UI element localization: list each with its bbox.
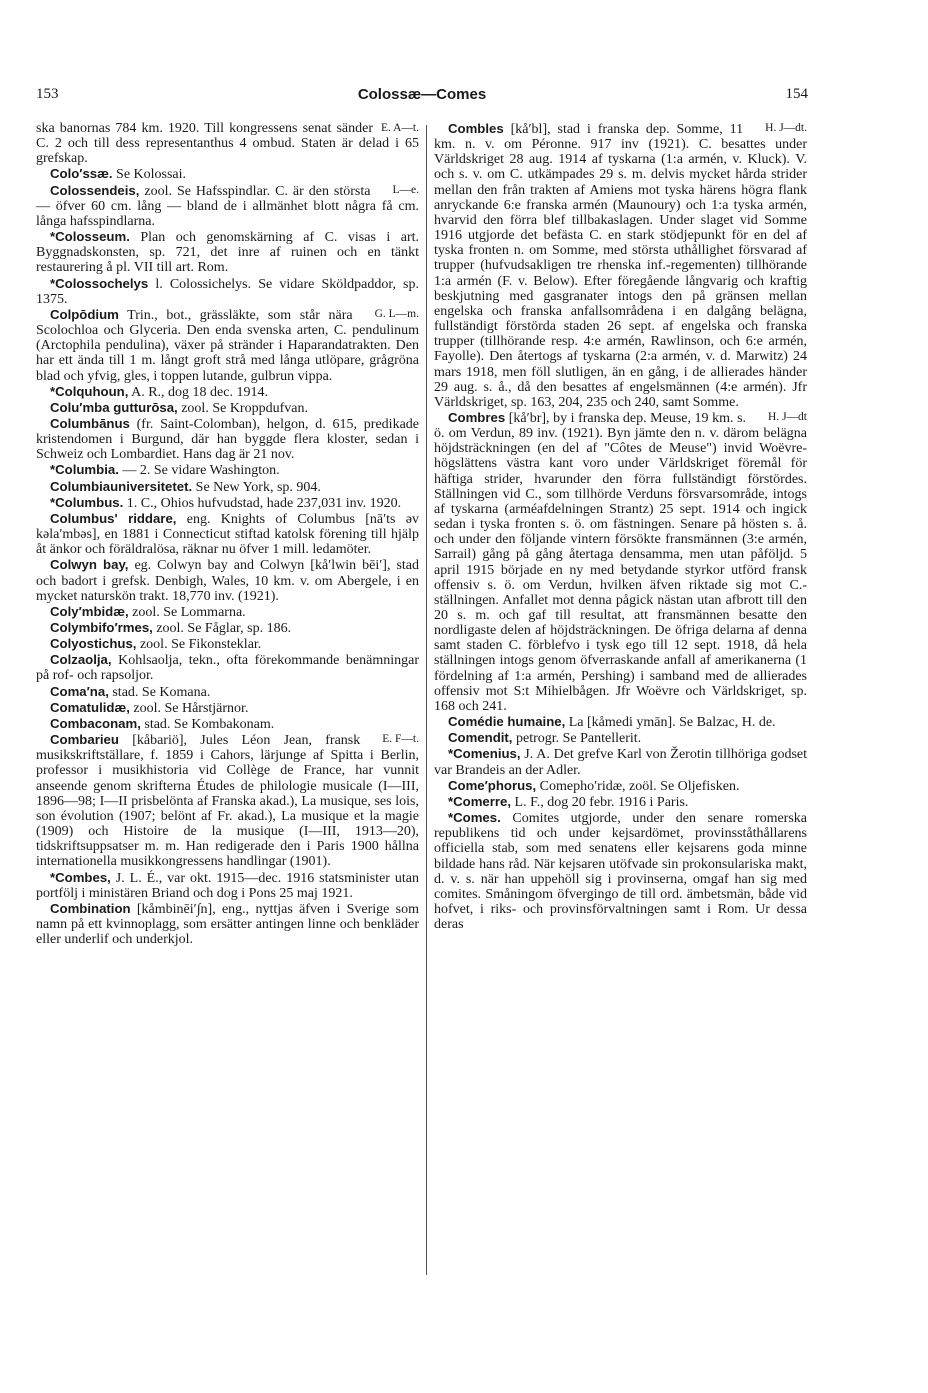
entry-text: Se Kolossai. <box>116 167 187 183</box>
entry-headword: Combles <box>448 121 504 136</box>
dictionary-entry <box>36 620 419 636</box>
column-rule <box>426 125 427 1275</box>
entry-text: [kå′br], by i franska dep. Meuse, 19 km. s. ö. om Verdun, 89 inv. (1921). Byn jämte den n. v. därom belägna höjdsträckningen (en del af "Côtes de Meuse") invid Woëvre-högslättens västra kant voro under Världskriget föremål för häftiga strider, hvarunder den förra fullständigt förstördes. Ställningen vid C., som tillhörde Verduns försvarsområde, intogs af tyskarna (arméafdelningen Strantz) 25 sept. 1914 och ingick sedan i tyska fronten s. ö. om fästningen. Senare på hösten s. å. och under den följande vintern försökte fransmännen (3:e armén, Sarrail) gång på gång återtaga densamma, men utan påföljd. 5 april 1915 började en ny med betydande styrkor utförd fransk offensiv s. ö. om Verdun, hvilken äfven riktade sig mot C.-ställningen. Anfallet mot denna pågick nästan utan afbrott till den 20 s. m. och gaf till resultat, att fransmännen besatte den nordligaste delen af höjdsträckningen. De öfriga delarna af denna samt staden C. förblefvo i tysk ego till 12 sept. 1918, då hela ställningen intogs genom öfverraskande anfall af amerikanerna (1 fördelning af 1:a armén, Pershing) i samband med de allierades offensiv mot S:t Mihielbågen. Jfr Woëvre och Världskriget, sp. 168 och 241. <box>434 410 807 714</box>
dictionary-entry <box>434 714 807 730</box>
entry-headword: Comédie humaine, <box>448 714 566 730</box>
entry-text: zool. Se Fåglar, sp. 186. <box>156 621 292 636</box>
entry-text: Comepho′ridæ, zoöl. Se Oljefisken. <box>539 778 740 794</box>
dictionary-entry <box>36 384 419 400</box>
entry-text: zool. Se Fikonsteklar. <box>139 637 262 653</box>
entry-text: A. R., dog 18 dec. 1914. <box>131 384 268 400</box>
entry-text: ska banornas 784 km. 1920. Till kongressens senat sänder C. 2 och till dess representanthus 4 ombud. Staten är delad i 65 grefskap. <box>36 121 419 167</box>
entry-headword: Colyostichus, <box>50 636 137 652</box>
entry-text: zool. Se Lommarna. <box>132 604 246 620</box>
dictionary-entry <box>36 901 419 947</box>
entry-headword: *Colossochelys <box>50 275 149 291</box>
dictionary-entry <box>36 684 419 700</box>
entry-text: L. F., dog 20 febr. 1916 i Paris. <box>514 794 689 810</box>
entry-text: Se New York, sp. 904. <box>195 479 321 495</box>
entry-text: [kåmbinēi′∫n], eng., nyttjas äfven i Sverige som namn på ett kvinnoplagg, som ersätter antingen linne och benkläder eller underlif och underkjol. <box>36 901 419 948</box>
entry-headword: *Comes. <box>448 810 501 826</box>
entry-text: La [kåmedi ymān]. Se Balzac, H. de. <box>568 715 776 731</box>
page-header <box>36 86 808 110</box>
dictionary-entry <box>36 636 419 652</box>
entry-text: Plan och genomskärning af C. visas i art. Byggnadskonsten, sp. 721, det inre af ruinen och en tänkt restaurering å pl. VII till art. Rom. <box>36 230 420 276</box>
dictionary-entry <box>36 495 419 511</box>
entry-text: [kåbariö], Jules Léon Jean, fransk musikskriftställare, f. 1859 i Cahors, lärjunge af Spitta i Berlin, professor i musikhistoria vid Collège de France, har vunnit anseende genom skrifterna Études de philologie musicale (I—III, 1896—98; I—II prisbelönta af Franska akad.), La musique, ses lois, son évolution (1907; belönt af Fr. akad.), La musique et la magie (1909) och Histoire de la musique (I—III, 1913—20), tidskriftsuppsatser m. m. Han redigerade den i Paris 1900 hållna internationella musikkongressens handlingar (1901). <box>36 733 419 870</box>
author-signature: E. A—t. <box>380 122 419 134</box>
dictionary-entry <box>434 410 807 714</box>
entry-text: [kå′bl], stad i franska dep. Somme, 11 km. n. v. om Péronne. 917 inv (1921). C. besattes under Världskriget 28 aug. 1914 af tyskarna (1:a armén, v. Kluck). V. och s. v. om C. utkämpades 29 s. m. delvis mycket hårda strider mellan den från trakten af Amiens mot tyska härens högra flank anryckande 6:e franska armén (Maunoury) och 1:a tyska armén, hvarvid den förra blef tillbakaslagen. Under slaget vid Somme 1916 utgjorde det befästa C. en stark stödjepunkt för en del af tyska fronten n. om Somme, med största uthållighet försvarad af trupper (hufvudsakligen tre rhenska inf.-regementen) tillhörande 1:a armén (F. v. Below). Efter föregående långvarig och kraftig beskjutning med gasgranater intogs den på gränsen mellan engelska och franska anfallsområdena i en dalgång belägna, fullständigt förstörda staden 26 sept. af engelska och franska trupper (tillhörande resp. 4:e armén, Rawlinson, och 6:e armén, Fayolle). Den återtogs af tyskarna (2:a armén, v. d. Marwitz) 24 mars 1918, men föll slutligen, än en gång, i de allierades händer 29 aug. s. å., då den besattes af engelsmännen (4:e armén). Jfr Världskriget, sp. 163, 204, 235 och 240, samt Somme. <box>434 122 807 410</box>
dictionary-entry <box>36 479 419 495</box>
entry-headword: Come′phorus, <box>448 777 537 793</box>
entry-headword: Columbiauniversitetet. <box>50 478 193 494</box>
dictionary-entry <box>434 810 807 932</box>
entry-headword: *Comenius, <box>448 746 521 762</box>
page-number-left: 153 <box>36 86 59 102</box>
entry-text: stad. Se Komana. <box>112 684 211 700</box>
entry-headword: Combination <box>50 900 131 916</box>
entry-text: l. Colossichelys. Se vidare Sköldpaddor, sp. 1375. <box>36 276 420 307</box>
entry-headword: *Columbia. <box>50 462 119 478</box>
dictionary-entry <box>36 121 419 166</box>
dictionary-entry <box>36 276 419 307</box>
entry-text: zool. Se Hårstjärnor. <box>133 700 249 716</box>
dictionary-entry <box>36 307 419 384</box>
entry-headword: Colossendeis, <box>50 182 140 198</box>
author-signature: L—e. <box>392 183 419 196</box>
author-signature: G. L—m. <box>374 307 419 320</box>
entry-headword: Columbānus <box>50 415 130 431</box>
entry-text: (fr. Saint-Colomban), helgon, d. 615, predikade kristendomen i Burgund, där han byggde flera kloster, sedan i Schweiz och Lombardiet. Hans dag är 21 nov. <box>36 416 419 463</box>
dictionary-entry <box>434 746 807 777</box>
running-title: Colossæ—Comes <box>357 86 487 103</box>
dictionary-entry <box>36 652 419 683</box>
entry-headword: Colymbifo′rmes, <box>50 620 153 635</box>
entry-text: eng. Knights of Columbus [nā′ts əv kəla′mbəs], en 1881 i Connecticut stiftad katolsk förening till hjälp åt änkor och föräldralösa, räknar nu öfver 1 mill. ledamöter. <box>36 511 419 558</box>
entry-headword: Colo′ssæ. <box>50 166 113 182</box>
entry-text: — 2. Se vidare Washington. <box>122 463 280 479</box>
dictionary-entry <box>36 166 419 182</box>
entry-headword: Colu′mba gutturōsa, <box>50 399 178 415</box>
dictionary-entry <box>36 229 419 275</box>
entry-headword: *Columbus. <box>50 494 124 510</box>
entry-text: zool. Se Hafsspindlar. C. är den största — öfver 60 cm. lång — bland de i allmänhet blott några få cm. långa hafsspindlarna. <box>36 183 419 229</box>
entry-text: Comites utgjorde, under den senare romerska republikens tid och under kejsardömet, provinsståthållarens officiella stab, som med senatens eller kejsarens goda minne bildade hans råd. När kejsaren utöfvade sin prokonsulariska makt, d. v. s. när han uppehöll sig i provinserna, omgaf han sig med comites. Småningom öfvergingo de till ord. ämbetsmän, både vid hofvet, i riks- och provinsförvaltningen samt i Rom. Ur dessa deras <box>434 811 807 933</box>
dictionary-entry <box>434 730 807 746</box>
left-column <box>36 121 419 947</box>
entry-text: stad. Se Kombakonam. <box>144 716 275 732</box>
entry-headword: *Combes, <box>50 869 111 885</box>
entry-text: Trin., bot., grässläkte, som står nära Scolochloa och Glyceria. Den enda svenska arten, C. pendulinum (Arctophila pendulina), växer på stränder i Haparandatrakten. Den har ett ända till 1 m. långt groft strå med långa utlöpare, grågröna blad och yfvig, gles, i toppen lutande, gulbrun vippa. <box>36 307 419 384</box>
author-signature: H. J—dt <box>768 410 807 423</box>
entry-headword: Columbus' riddare, <box>50 510 177 526</box>
dictionary-entry <box>434 778 807 794</box>
entry-headword: *Colosseum. <box>50 229 130 245</box>
entry-headword: Combarieu <box>50 732 119 748</box>
dictionary-entry <box>434 121 807 410</box>
dictionary-entry <box>434 794 807 810</box>
dictionary-entry <box>36 732 419 869</box>
entry-text: eg. Colwyn bay and Colwyn [kå′lwin bēi′], stad och badort i grefsk. Denbigh, Wales, 10 km. v. om Abergele, i en mycket naturskön trakt. 18,770 inv. (1921). <box>36 558 419 604</box>
entry-text: J. A. Det grefve Karl von Žerotin tillhöriga godset var Brandeis an der Adler. <box>434 747 807 778</box>
dictionary-entry <box>36 870 419 901</box>
page-number-right: 154 <box>785 86 808 102</box>
entry-headword: *Colquhoun, <box>50 383 129 399</box>
entry-text: petrogr. Se Pantellerit. <box>515 731 642 747</box>
entry-headword: *Comerre, <box>448 793 512 809</box>
entry-headword: Comatulidæ, <box>50 699 130 715</box>
dictionary-entry <box>36 183 419 229</box>
entry-text: zool. Se Kroppdufvan. <box>181 400 308 416</box>
entry-text: 1. C., Ohios hufvudstad, hade 237,031 inv. 1920. <box>126 495 402 511</box>
dictionary-entry <box>36 716 419 732</box>
entry-headword: Colzaolja, <box>50 652 112 668</box>
entry-headword: Combaconam, <box>50 715 141 731</box>
author-signature: E. F—t. <box>382 733 419 746</box>
entry-headword: Coma′na, <box>50 683 109 699</box>
entry-headword: Coly′mbidæ, <box>50 603 129 619</box>
right-column <box>434 121 807 932</box>
entry-text: Kohlsaolja, tekn., ofta förekommande benämningar på rof- och rapsoljor. <box>36 653 419 684</box>
dictionary-entry <box>36 400 419 416</box>
author-signature: H. J—dt. <box>765 122 807 134</box>
entry-headword: Colwyn bay, <box>50 557 129 573</box>
entry-headword: Combres <box>448 409 506 425</box>
dictionary-entry <box>36 700 419 716</box>
entry-text: J. L. É., var okt. 1915—dec. 1916 statsminister utan portfölj i ministären Briand och dog i Pons 25 maj 1921. <box>36 870 419 901</box>
dictionary-entry <box>36 511 419 557</box>
dictionary-entry <box>36 604 419 620</box>
dictionary-entry <box>36 462 419 478</box>
dictionary-entry <box>36 416 419 462</box>
entry-headword: Colpōdium <box>50 306 119 322</box>
dictionary-entry <box>36 557 419 603</box>
entry-headword: Comendit, <box>448 730 513 746</box>
